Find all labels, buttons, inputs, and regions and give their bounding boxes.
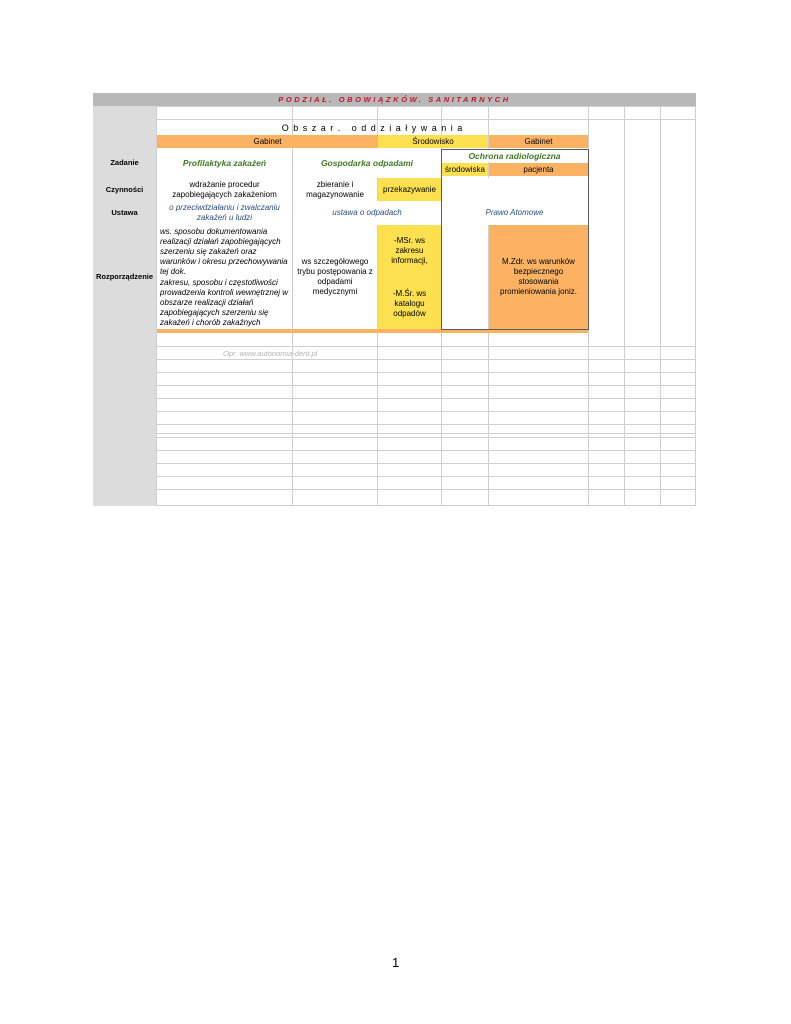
page-number: 1 (392, 955, 400, 970)
grid-line (93, 489, 696, 490)
rozporzadzenie-empty (442, 225, 488, 329)
grid-line (695, 93, 696, 506)
ustawa-odpadach: ustawa o odpadach (293, 201, 441, 225)
grid-line (93, 424, 696, 425)
zadanie-srodowiska: środowiska (442, 163, 488, 176)
grid-line (93, 437, 696, 438)
rozporzadzenie-msr-1: -MSr. ws zakresu informacji, (391, 236, 428, 265)
rozporzadzenie-text-1: ws. sposobu dokumentowania realizacji działań zapobiegających szerzeniu się zakażeń oraz warunków i okresu przechowywania tej dok. (157, 225, 292, 276)
grid-line (93, 463, 696, 464)
grid-line (93, 450, 696, 451)
ustawa-atomowe: Prawo Atomowe (442, 201, 587, 225)
grid-line (93, 359, 696, 360)
obszar-header: O b s z a r . o d d z i a ł y w a n i a (281, 122, 464, 133)
row-label-rozporzadzenie: Rozporządzenie (93, 225, 156, 329)
grid-line (660, 93, 661, 506)
czynnosci-empty (442, 178, 587, 201)
czynnosci-przekazywanie: przekazywanie (378, 178, 441, 201)
ustawa-zwalczanie: o przeciwdziałaniu i zwalczaniu zakażeń u ludzi (157, 201, 292, 225)
grid-line (93, 476, 696, 477)
sheet-title: PODZIAŁ. OBOWIĄZKÓW. SANITARNYCH (93, 93, 696, 106)
row-label-zadanie: Zadanie (93, 148, 156, 178)
spreadsheet (93, 93, 696, 506)
grid-line (588, 93, 589, 506)
rozporzadzenie-mzdr: M.Zdr. ws warunków bezpiecznego stosowania promieniowania joniz. (489, 225, 588, 329)
grid-line (93, 411, 696, 412)
rozporzadzenie-text-2: zakresu, sposobu i częstotliwości prowadzenia kontroli wewnętrznej w obszarze realizacji działań zapobiegających szerzeniu się zakażeń i chorób zakaźnych (157, 276, 292, 329)
grid-line (93, 385, 696, 386)
zadanie-profilaktyka: Profilaktyka zakażeń (157, 148, 292, 178)
header-gabinet-2: Gabinet (489, 135, 588, 148)
czynnosci-wdrazanie: wdrażanie procedur zapobiegających zakażeniom (157, 178, 292, 201)
grid-line (93, 398, 696, 399)
rozporzadzenie-szczegolowego: ws szczegółowego trybu postępowania z odpadami medycznymi (293, 225, 377, 329)
credit-text: Opr. www.autonomia-dent.pl (223, 349, 318, 358)
grid-line (624, 93, 625, 506)
row-label-ustawa: Ustawa (93, 201, 156, 225)
zadanie-pacjenta: pacjenta (489, 163, 588, 176)
zadanie-ochrona: Ochrona radiologiczna (442, 150, 587, 162)
czynnosci-zbieranie: zbieranie i magazynowanie (293, 178, 377, 201)
orange-footer-strip (157, 329, 588, 333)
zadanie-gospodarka: Gospodarka odpadami (293, 148, 441, 178)
header-gabinet-1: Gabinet (157, 135, 378, 148)
grid-line (93, 505, 696, 506)
grid-line (93, 346, 696, 347)
rozporzadzenie-msr-2: -M.Śr. ws katalogu odpadów (392, 289, 427, 318)
grid-line (93, 106, 696, 107)
row-label-czynnosci: Czynności (93, 178, 156, 201)
grid-line (93, 433, 696, 434)
header-srodowisko: Środowisko (378, 135, 488, 148)
grid-line (93, 372, 696, 373)
